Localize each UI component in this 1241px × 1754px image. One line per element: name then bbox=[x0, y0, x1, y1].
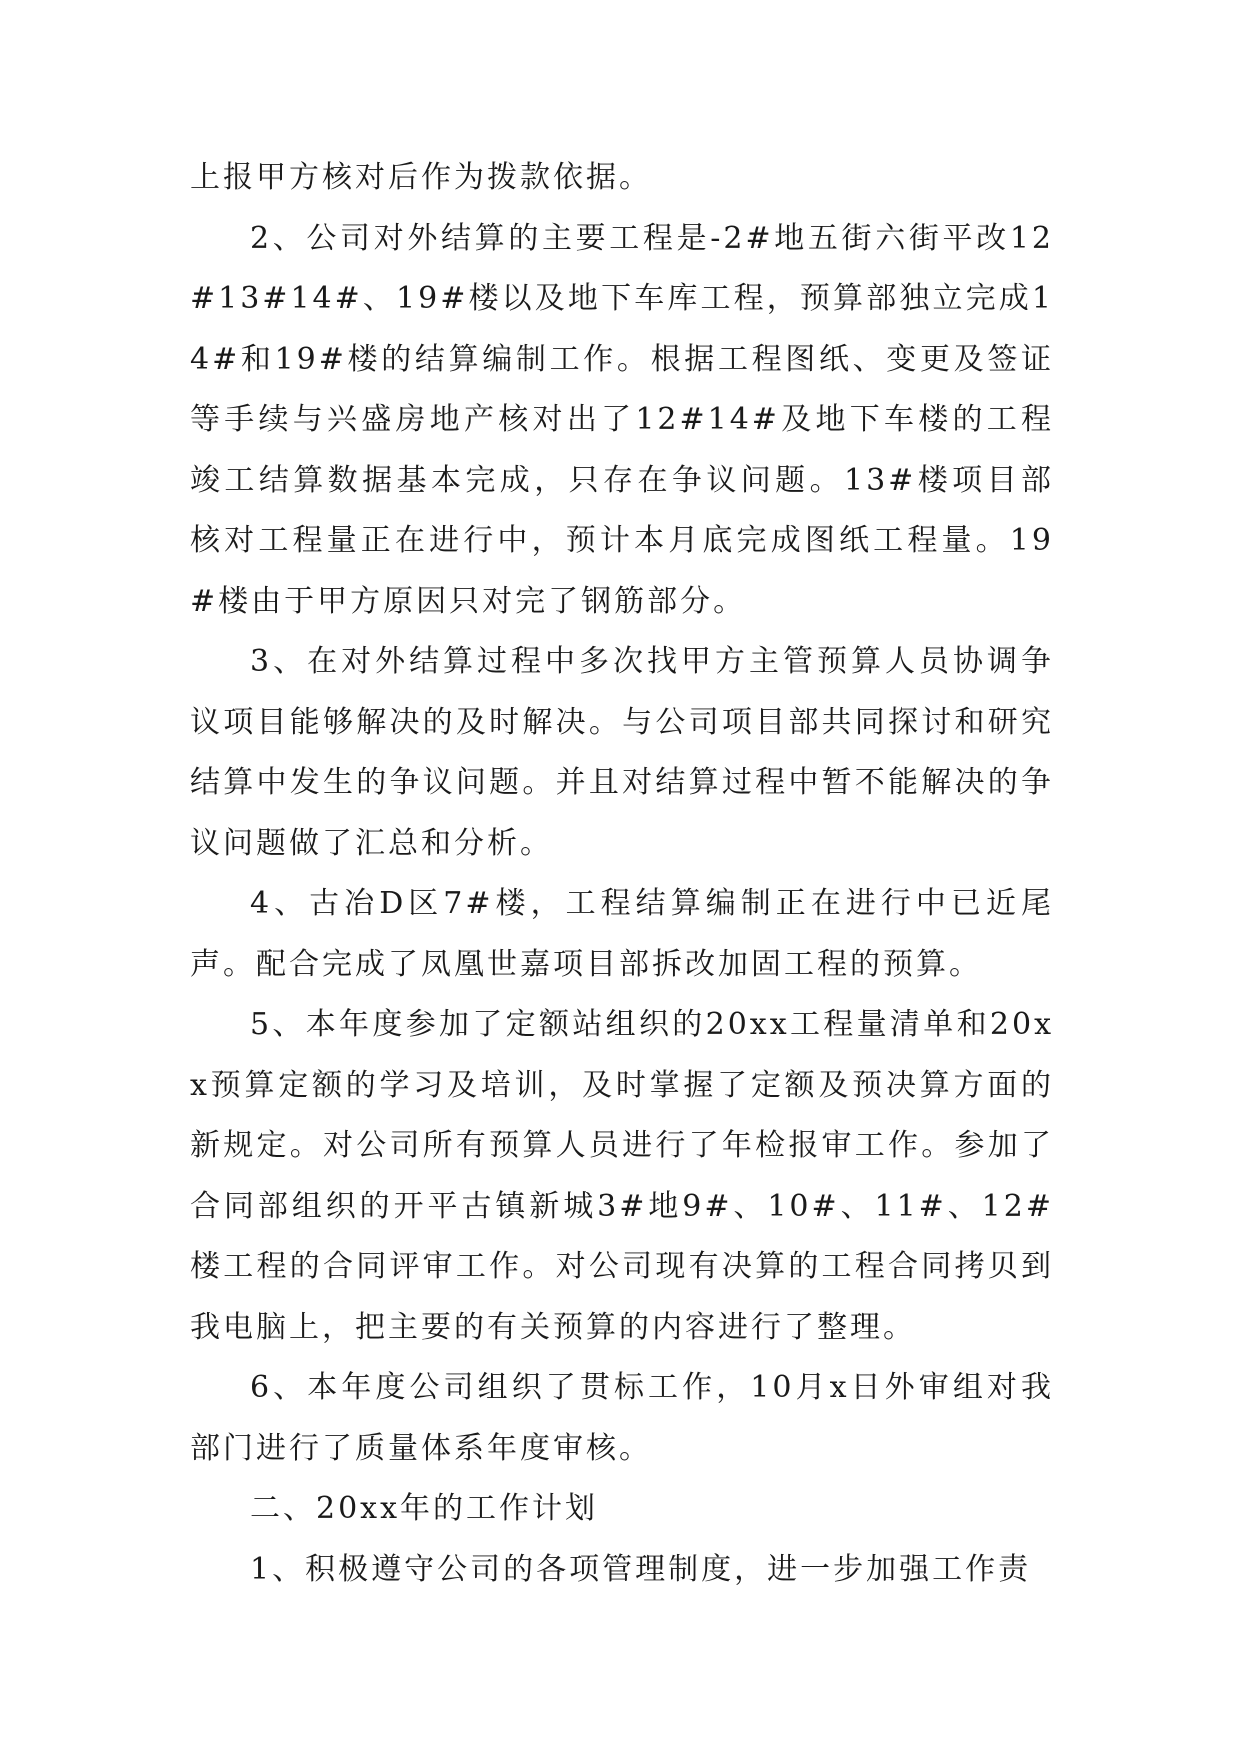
paragraph-item-2: 2、公司对外结算的主要工程是-2#地五街六街平改12#13#14#、19#楼以及地下车库工程，预算部独立完成14#和19#楼的结算编制工作。根据工程图纸、变更及签证等手续与兴盛房地产核对出了12#14#及地下车楼的工程竣工结算数据基本完成，只存在争议问题。13#楼项目部核对工程量正在进行中，预计本月底完成图纸工程量。19#楼由于甲方原因只对完了钢筋部分。 bbox=[190, 220, 1054, 619]
paragraph-continuation: 上报甲方核对后作为拨款依据。 bbox=[190, 160, 652, 195]
paragraph-item-5: 5、本年度参加了定额站组织的20xx工程量清单和20xx预算定额的学习及培训，及时掌握了定额及预决算方面的新规定。对公司所有预算人员进行了年检报审工作。参加了合同部组织的开平古镇新城3#地9#、10#、11#、12#楼工程的合同评审工作。对公司现有决算的工程合同拷贝到我电脑上，把主要的有关预算的内容进行了整理。 bbox=[190, 1007, 1054, 1345]
section-heading-work-plan: 二、20xx年的工作计划 bbox=[250, 1491, 599, 1526]
paragraph-item-4: 4、古冶D区7#楼，工程结算编制正在进行中已近尾声。配合完成了凤凰世嘉项目部拆改加固工程的预算。 bbox=[190, 886, 1054, 982]
paragraph-item-6: 6、本年度公司组织了贯标工作，10月x日外审组对我部门进行了质量体系年度审核。 bbox=[190, 1370, 1054, 1466]
paragraph-plan-item-1: 1、积极遵守公司的各项管理制度，进一步加强工作责 bbox=[250, 1551, 1032, 1587]
document-body bbox=[190, 148, 1054, 1600]
paragraph-item-3: 3、在对外结算过程中多次找甲方主管预算人员协调争议项目能够解决的及时解决。与公司项目部共同探讨和研究结算中发生的争议问题。并且对结算过程中暂不能解决的争议问题做了汇总和分析。 bbox=[190, 644, 1054, 861]
